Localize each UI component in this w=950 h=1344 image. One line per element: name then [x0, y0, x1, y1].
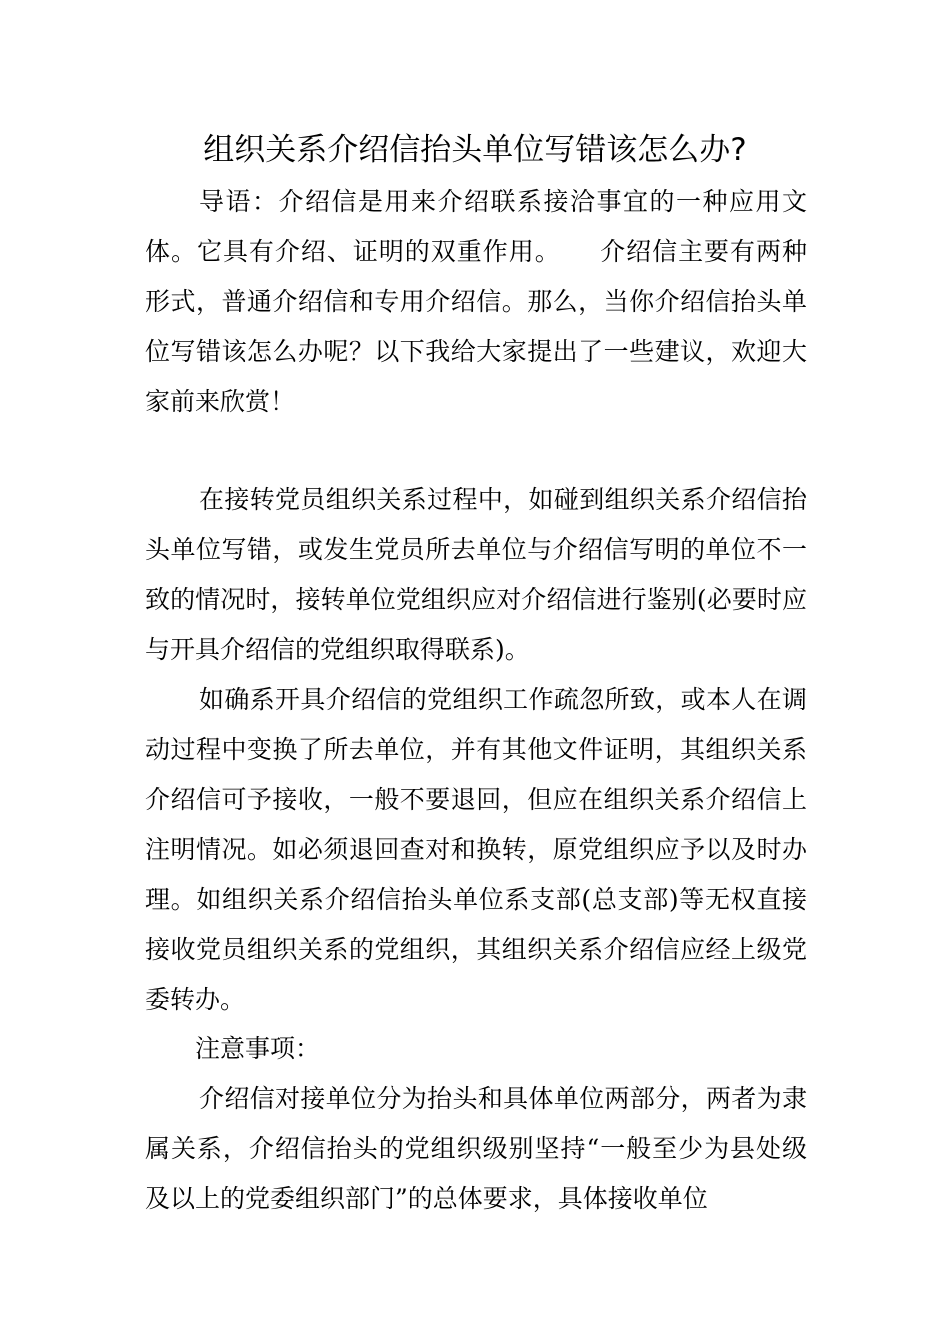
paragraph-intro: 导语：介绍信是用来介绍联系接洽事宜的一种应用文体。它具有介绍、证明的双重作用。 介绍信主要有两种形式，普通介绍信和专用介绍信。那么，当你介绍信抬头单位写错该怎么办呢？以下我给大家提出了一些建议，欢迎大家前来欣赏！	[145, 187, 807, 416]
section-heading-notes: 注意事项：	[195, 1034, 321, 1063]
paragraph-handling: 如确系开具介绍信的党组织工作疏忽所致，或本人在调动过程中变换了所去单位，并有其他文件证明，其组织关系介绍信可予接收，一般不要退回，但应在组织关系介绍信上注明情况。如必须退回查对和换转，原党组织应予以及时办理。如组织关系介绍信抬头单位系支部(总支部)等无权直接接收党员组织关系的党组织，其组织关系介绍信应经上级党委转办。	[145, 685, 807, 1014]
paragraph-notes: 介绍信对接单位分为抬头和具体单位两部分，两者为隶属关系，介绍信抬头的党组织级别坚持“一般至少为县处级及以上的党委组织部门”的总体要求，具体接收单位	[145, 1084, 807, 1213]
paragraph-transfer: 在接转党员组织关系过程中，如碰到组织关系介绍信抬头单位写错，或发生党员所去单位与介绍信写明的单位不一致的情况时，接转单位党组织应对介绍信进行鉴别(必要时应与开具介绍信的党组织取得联系)。	[145, 485, 807, 664]
document-title: 组织关系介绍信抬头单位写错该怎么办?	[203, 132, 747, 168]
